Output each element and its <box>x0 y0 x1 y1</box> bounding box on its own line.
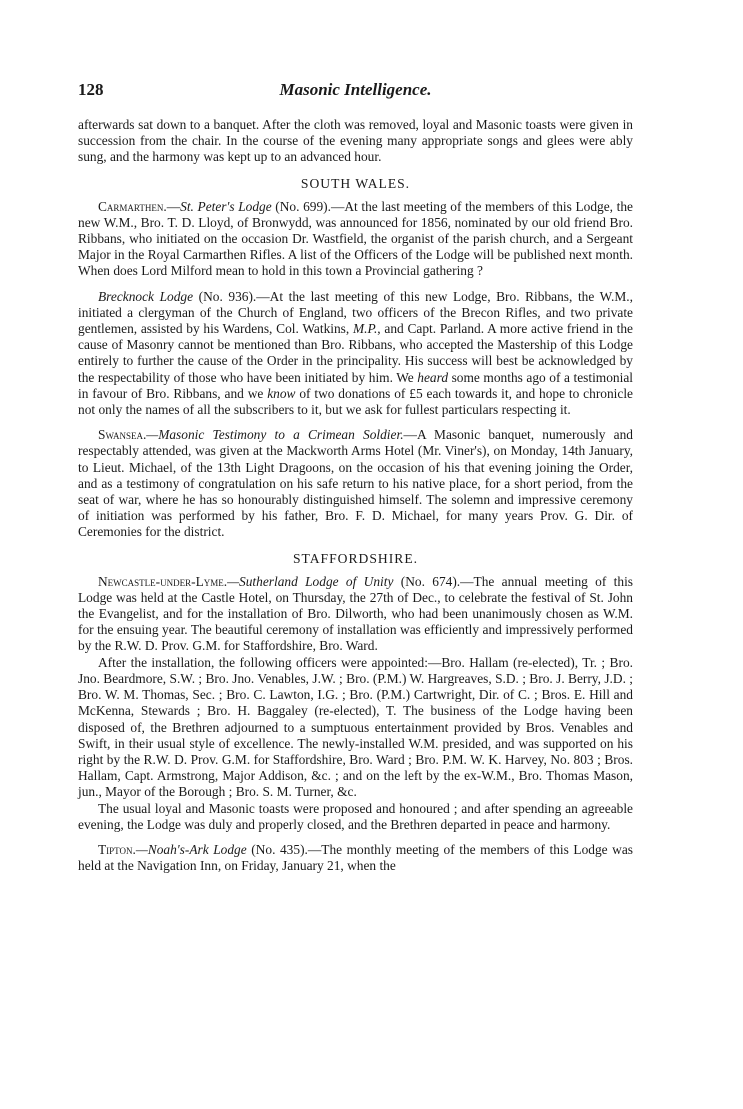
paragraph-text: of two donations of £5 each towards it, and hope to chronicle not only the names of all the subscribers to it, but we ask for fullest particulars respecting it. <box>78 385 633 418</box>
paragraph-text: , and Capt. Parland. A more active friend in the cause of Masonry cannot be mentioned than Bro. Ribbans, who accepted the Mastership of this Lodge entirely to further the cause of the Order in the principality. His success will best be acknowledged by the respectability of those who have been initiated by him. We <box>78 321 633 385</box>
lodge-name: —Sutherland Lodge of Unity <box>227 573 394 589</box>
place-name: Swansea. <box>98 427 147 443</box>
paragraph-carmarthen <box>78 199 633 280</box>
paragraph-text: (No. 936).—At the last meeting of this new Lodge, Bro. Ribbans, the W.M., initiated a clergyman of the Church of England, two officers of the Brecon Rifles, and two private gentlemen, assisted by his Wardens, Col. Watkins, <box>78 288 633 337</box>
paragraph-text: —A Masonic banquet, numerously and respectably attended, was given at the Mackworth Arms Hotel (Mr. Viner's), on Monday, 14th January, to Lieut. Michael, of the 13th Light Dragoons, on the occasion of his that evening joining the Order, and as a testimony of congratulation on his safe return to his native place, for a short period, from the seat of war, where he has so honourably distinguished himself. The solemn and impressive ceremony of initiation was performed by his father, Bro. F. D. Michael, for many years Prov. G. Dir. of Ceremonies for the district. <box>78 427 633 540</box>
paragraph-text: (No. 699).—At the last meeting of the members of this Lodge, the new W.M., Bro. T. D. Lloyd, of Bronwydd, was announced for 1856, nominated by our old friend Bro. Ribbans, who initiated on the occasion Dr. Wastfield, the organist of the parish church, and a Sergeant Major in the Royal Carmarthen Rifles. A list of the Officers of the Lodge will be published next month. When does Lord Milford mean to hold in this town a Provincial gathering ? <box>78 198 633 279</box>
running-title: Masonic Intelligence. <box>279 80 432 99</box>
dash: — <box>166 198 181 214</box>
lodge-name: St. Peter's Lodge <box>180 198 272 214</box>
paragraph-text: (No. 674).—The annual meeting of this Lodge was held at the Castle Hotel, on Thursday, the 27th of Dec., to celebrate the festival of St. John the Evangelist, and for the installation of Bro. Dilworth, who had been unanimously chosen as W.M. for the ensuing year. The beautiful ceremony of installation was efficiently and impressively performed by the R.W. D. Prov. G.M. for Staffordshire, Bro. Ward. <box>78 573 633 654</box>
paragraph-toasts: The usual loyal and Masonic toasts were proposed and honoured ; and after spending an agreeable evening, the Lodge was duly and properly closed, and the Brethren departed in peace and harmony. <box>78 800 633 832</box>
place-name: Carmarthen. <box>98 198 167 214</box>
lodge-name: Brecknock Lodge <box>98 288 194 304</box>
paragraph-swansea <box>78 427 633 540</box>
article-title: —Masonic Testimony to a Crimean Soldier. <box>146 427 404 443</box>
place-name: Tipton. <box>98 841 136 857</box>
section-heading-south-wales: SOUTH WALES. <box>300 175 411 191</box>
paragraph-text: (No. 435).—The monthly meeting of the members of this Lodge was held at the Navigation Inn, on Friday, January 21, when the <box>78 841 633 874</box>
paragraph-brecknock <box>78 289 633 419</box>
place-name: Newcastle-under-Lyme. <box>98 573 228 589</box>
page-number: 128 <box>78 80 104 99</box>
article-body <box>78 117 633 874</box>
page-header <box>78 80 633 104</box>
emphasis-know: know <box>267 385 296 401</box>
paragraph-officers: After the installation, the following officers were appointed:—Bro. Hallam (re-elected), Tr. ; Bro. Jno. Beardmore, S.W. ; Bro. Jno. Venables, J.W. ; Bro. (P.M.) W. Hargreaves, S.D. ; Bro. J. Berry, J.D. ; Bro. W. M. Thomas, Sec. ; Bro. C. Lawton, I.G. ; Bro. (P.M.) Cartwright, Dir. of C. ; Bros. E. Hill and McKenna, Stewards ; Bro. H. Baggaley (re-elected), T. The business of the Lodge having been disposed of, the Brethren adjourned to a sumptuous entertainment provided by Bros. Venables and Swift, in their usual style of excellence. The newly-installed W.M. presided, and was supported on his right by the R.W. D. Prov. G.M. for Staffordshire, Bro. Ward ; Bro. P.M. W. K. Harvey, No. 803 ; Bros. Hallam, Capt. Armstrong, Major Addison, &c. ; and on the left by the ex-W.M., Bro. Thomas Mason, jun., Mayor of the Borough ; Bro. S. M. Turner, &c. <box>78 654 633 800</box>
lodge-name: —Noah's-Ark Lodge <box>135 841 247 857</box>
mp-abbrev: M.P. <box>352 321 378 337</box>
emphasis-heard: heard <box>417 369 449 385</box>
paragraph-text: some months ago of a testimonial in favour of Bro. Ribbans, and we <box>78 369 633 401</box>
section-heading-staffordshire: STAFFORDSHIRE. <box>292 550 419 566</box>
paragraph-banquet: afterwards sat down to a banquet. After the cloth was removed, loyal and Masonic toasts were given in succession from the chair. In the course of the evening many appropriate songs and glees were ably sung, and the harmony was kept up to an advanced hour. <box>78 117 633 165</box>
paragraph-tipton <box>78 842 633 874</box>
paragraph-newcastle <box>78 574 633 655</box>
